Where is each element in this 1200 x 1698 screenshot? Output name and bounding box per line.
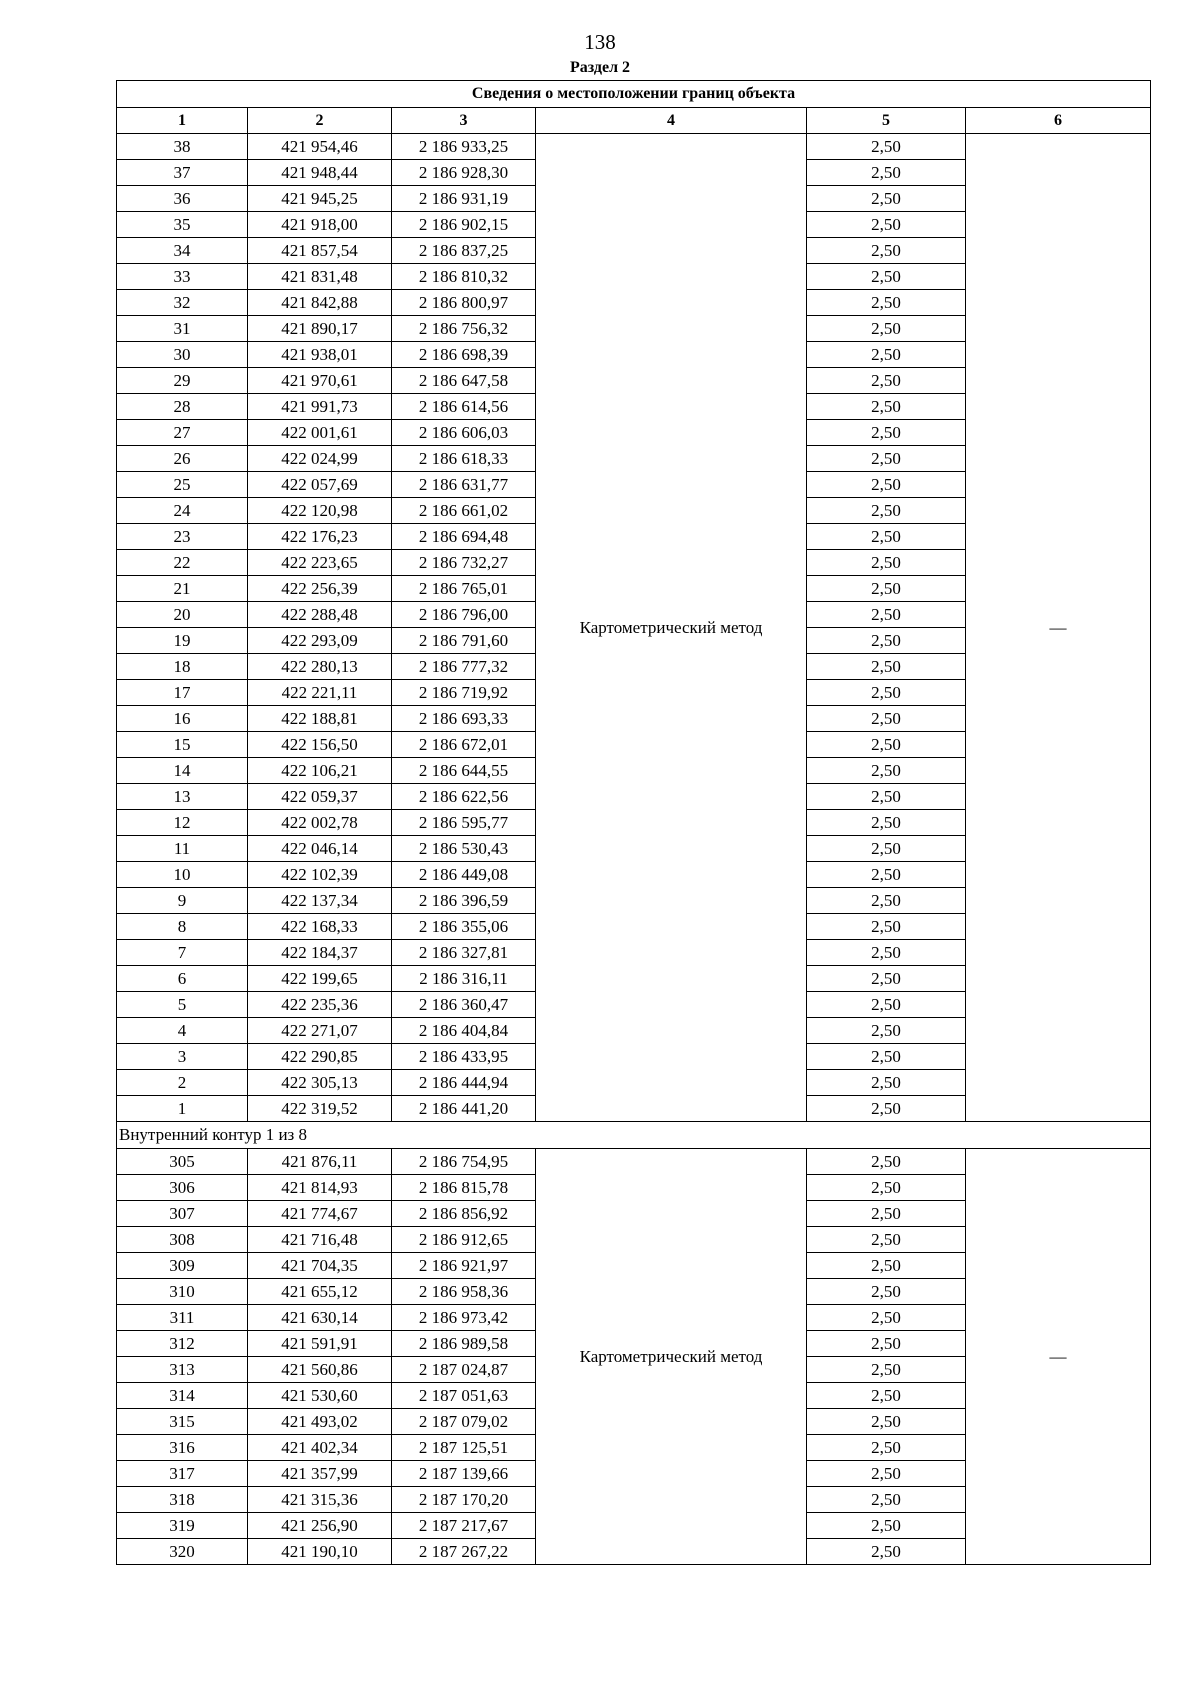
column-number-6: 6 <box>966 108 1151 134</box>
coordinate-y: 2 187 267,22 <box>392 1539 536 1565</box>
point-number: 2 <box>117 1070 248 1096</box>
coordinate-y: 2 186 791,60 <box>392 628 536 654</box>
coordinate-x: 422 106,21 <box>248 758 392 784</box>
point-number: 318 <box>117 1487 248 1513</box>
accuracy-value: 2,50 <box>807 680 966 706</box>
accuracy-value: 2,50 <box>807 1175 966 1201</box>
table-row <box>117 134 1151 160</box>
accuracy-value: 2,50 <box>807 1201 966 1227</box>
coordinate-x: 421 831,48 <box>248 264 392 290</box>
accuracy-value: 2,50 <box>807 290 966 316</box>
accuracy-value: 2,50 <box>807 472 966 498</box>
accuracy-value: 2,50 <box>807 1070 966 1096</box>
accuracy-value: 2,50 <box>807 342 966 368</box>
coordinate-x: 422 280,13 <box>248 654 392 680</box>
accuracy-value: 2,50 <box>807 1461 966 1487</box>
coordinate-x: 421 704,35 <box>248 1253 392 1279</box>
point-number: 309 <box>117 1253 248 1279</box>
inner-contour-label: Внутренний контур 1 из 8 <box>117 1122 1151 1149</box>
coordinate-y: 2 186 754,95 <box>392 1149 536 1175</box>
accuracy-value: 2,50 <box>807 758 966 784</box>
coordinate-y: 2 186 316,11 <box>392 966 536 992</box>
coordinate-x: 421 857,54 <box>248 238 392 264</box>
coordinate-x: 422 168,33 <box>248 914 392 940</box>
accuracy-value: 2,50 <box>807 550 966 576</box>
point-number: 17 <box>117 680 248 706</box>
coordinate-x: 421 256,90 <box>248 1513 392 1539</box>
coordinate-x: 421 918,00 <box>248 212 392 238</box>
accuracy-value: 2,50 <box>807 732 966 758</box>
accuracy-value: 2,50 <box>807 1513 966 1539</box>
coordinate-x: 421 814,93 <box>248 1175 392 1201</box>
accuracy-value: 2,50 <box>807 576 966 602</box>
column-6-cell: — <box>966 134 1151 1122</box>
coordinate-x: 422 199,65 <box>248 966 392 992</box>
coordinate-y: 2 186 989,58 <box>392 1331 536 1357</box>
coordinate-y: 2 186 647,58 <box>392 368 536 394</box>
coordinate-y: 2 186 958,36 <box>392 1279 536 1305</box>
coordinate-y: 2 186 355,06 <box>392 914 536 940</box>
point-number: 316 <box>117 1435 248 1461</box>
point-number: 15 <box>117 732 248 758</box>
point-number: 30 <box>117 342 248 368</box>
coordinate-y: 2 187 170,20 <box>392 1487 536 1513</box>
coordinate-x: 422 290,85 <box>248 1044 392 1070</box>
coordinate-y: 2 186 765,01 <box>392 576 536 602</box>
accuracy-value: 2,50 <box>807 1044 966 1070</box>
coordinate-x: 421 954,46 <box>248 134 392 160</box>
coordinate-y: 2 186 631,77 <box>392 472 536 498</box>
accuracy-value: 2,50 <box>807 212 966 238</box>
coordinate-y: 2 186 837,25 <box>392 238 536 264</box>
boundary-table <box>116 80 1151 1565</box>
coordinate-x: 422 102,39 <box>248 862 392 888</box>
coordinate-x: 422 293,09 <box>248 628 392 654</box>
accuracy-value: 2,50 <box>807 654 966 680</box>
point-number: 306 <box>117 1175 248 1201</box>
point-number: 3 <box>117 1044 248 1070</box>
coordinate-y: 2 186 614,56 <box>392 394 536 420</box>
accuracy-value: 2,50 <box>807 602 966 628</box>
coordinate-y: 2 187 125,51 <box>392 1435 536 1461</box>
accuracy-value: 2,50 <box>807 1383 966 1409</box>
coordinate-x: 422 002,78 <box>248 810 392 836</box>
accuracy-value: 2,50 <box>807 1279 966 1305</box>
coordinate-y: 2 186 856,92 <box>392 1201 536 1227</box>
coordinate-y: 2 186 719,92 <box>392 680 536 706</box>
point-number: 29 <box>117 368 248 394</box>
coordinate-y: 2 186 530,43 <box>392 836 536 862</box>
coordinate-y: 2 187 051,63 <box>392 1383 536 1409</box>
coordinate-y: 2 186 595,77 <box>392 810 536 836</box>
accuracy-value: 2,50 <box>807 966 966 992</box>
coordinate-y: 2 186 404,84 <box>392 1018 536 1044</box>
coordinate-y: 2 186 622,56 <box>392 784 536 810</box>
coordinate-x: 421 890,17 <box>248 316 392 342</box>
coordinate-x: 422 046,14 <box>248 836 392 862</box>
coordinate-y: 2 186 698,39 <box>392 342 536 368</box>
coordinate-x: 422 319,52 <box>248 1096 392 1122</box>
column-number-3: 3 <box>392 108 536 134</box>
accuracy-value: 2,50 <box>807 628 966 654</box>
coordinate-y: 2 186 327,81 <box>392 940 536 966</box>
coordinate-x: 421 530,60 <box>248 1383 392 1409</box>
accuracy-value: 2,50 <box>807 784 966 810</box>
point-number: 36 <box>117 186 248 212</box>
coordinate-y: 2 186 931,19 <box>392 186 536 212</box>
coordinate-x: 421 315,36 <box>248 1487 392 1513</box>
method-cell: Картометрический метод <box>536 134 807 1122</box>
coordinate-x: 421 842,88 <box>248 290 392 316</box>
accuracy-value: 2,50 <box>807 498 966 524</box>
accuracy-value: 2,50 <box>807 446 966 472</box>
point-number: 4 <box>117 1018 248 1044</box>
point-number: 317 <box>117 1461 248 1487</box>
coordinate-y: 2 186 644,55 <box>392 758 536 784</box>
point-number: 320 <box>117 1539 248 1565</box>
coordinate-y: 2 186 815,78 <box>392 1175 536 1201</box>
coordinate-x: 421 402,34 <box>248 1435 392 1461</box>
coordinate-y: 2 186 796,00 <box>392 602 536 628</box>
point-number: 26 <box>117 446 248 472</box>
point-number: 32 <box>117 290 248 316</box>
point-number: 35 <box>117 212 248 238</box>
method-cell: Картометрический метод <box>536 1149 807 1565</box>
accuracy-value: 2,50 <box>807 316 966 342</box>
coordinate-x: 421 190,10 <box>248 1539 392 1565</box>
point-number: 27 <box>117 420 248 446</box>
accuracy-value: 2,50 <box>807 1487 966 1513</box>
point-number: 10 <box>117 862 248 888</box>
coordinate-y: 2 186 777,32 <box>392 654 536 680</box>
coordinate-y: 2 186 928,30 <box>392 160 536 186</box>
accuracy-value: 2,50 <box>807 888 966 914</box>
coordinate-x: 422 235,36 <box>248 992 392 1018</box>
coordinate-x: 421 560,86 <box>248 1357 392 1383</box>
coordinate-x: 421 938,01 <box>248 342 392 368</box>
coordinate-y: 2 186 756,32 <box>392 316 536 342</box>
accuracy-value: 2,50 <box>807 1357 966 1383</box>
point-number: 319 <box>117 1513 248 1539</box>
point-number: 311 <box>117 1305 248 1331</box>
contour-label-row <box>117 1122 1151 1149</box>
coordinate-y: 2 186 661,02 <box>392 498 536 524</box>
point-number: 23 <box>117 524 248 550</box>
coordinate-y: 2 186 933,25 <box>392 134 536 160</box>
coordinate-x: 422 305,13 <box>248 1070 392 1096</box>
coordinate-x: 422 057,69 <box>248 472 392 498</box>
column-number-4: 4 <box>536 108 807 134</box>
coordinate-y: 2 186 973,42 <box>392 1305 536 1331</box>
coordinate-y: 2 186 800,97 <box>392 290 536 316</box>
accuracy-value: 2,50 <box>807 940 966 966</box>
point-number: 12 <box>117 810 248 836</box>
accuracy-value: 2,50 <box>807 1305 966 1331</box>
coordinate-y: 2 186 810,32 <box>392 264 536 290</box>
accuracy-value: 2,50 <box>807 1227 966 1253</box>
accuracy-value: 2,50 <box>807 238 966 264</box>
coordinate-x: 421 591,91 <box>248 1331 392 1357</box>
coordinate-x: 421 876,11 <box>248 1149 392 1175</box>
point-number: 19 <box>117 628 248 654</box>
coordinate-x: 422 271,07 <box>248 1018 392 1044</box>
coordinate-y: 2 186 433,95 <box>392 1044 536 1070</box>
coordinate-y: 2 186 732,27 <box>392 550 536 576</box>
coordinate-x: 422 120,98 <box>248 498 392 524</box>
accuracy-value: 2,50 <box>807 836 966 862</box>
point-number: 38 <box>117 134 248 160</box>
coordinate-y: 2 186 449,08 <box>392 862 536 888</box>
accuracy-value: 2,50 <box>807 186 966 212</box>
point-number: 305 <box>117 1149 248 1175</box>
accuracy-value: 2,50 <box>807 1149 966 1175</box>
coordinate-y: 2 187 079,02 <box>392 1409 536 1435</box>
coordinate-x: 421 493,02 <box>248 1409 392 1435</box>
point-number: 14 <box>117 758 248 784</box>
point-number: 6 <box>117 966 248 992</box>
coordinate-x: 422 256,39 <box>248 576 392 602</box>
coordinate-y: 2 187 024,87 <box>392 1357 536 1383</box>
column-number-2: 2 <box>248 108 392 134</box>
accuracy-value: 2,50 <box>807 1435 966 1461</box>
coordinate-x: 422 059,37 <box>248 784 392 810</box>
point-number: 20 <box>117 602 248 628</box>
point-number: 5 <box>117 992 248 1018</box>
coordinate-y: 2 186 694,48 <box>392 524 536 550</box>
table-row <box>117 1149 1151 1175</box>
coordinate-x: 422 223,65 <box>248 550 392 576</box>
coordinate-x: 421 357,99 <box>248 1461 392 1487</box>
table-title: Сведения о местоположении границ объекта <box>117 81 1151 108</box>
column-number-5: 5 <box>807 108 966 134</box>
point-number: 1 <box>117 1096 248 1122</box>
point-number: 24 <box>117 498 248 524</box>
accuracy-value: 2,50 <box>807 134 966 160</box>
point-number: 31 <box>117 316 248 342</box>
coordinate-x: 422 176,23 <box>248 524 392 550</box>
point-number: 13 <box>117 784 248 810</box>
coordinate-x: 422 156,50 <box>248 732 392 758</box>
point-number: 34 <box>117 238 248 264</box>
point-number: 307 <box>117 1201 248 1227</box>
coordinate-y: 2 186 693,33 <box>392 706 536 732</box>
point-number: 315 <box>117 1409 248 1435</box>
coordinate-x: 422 288,48 <box>248 602 392 628</box>
point-number: 18 <box>117 654 248 680</box>
accuracy-value: 2,50 <box>807 420 966 446</box>
point-number: 7 <box>117 940 248 966</box>
coordinate-x: 422 184,37 <box>248 940 392 966</box>
accuracy-value: 2,50 <box>807 1253 966 1279</box>
coordinate-x: 421 716,48 <box>248 1227 392 1253</box>
coordinate-y: 2 186 902,15 <box>392 212 536 238</box>
coordinate-x: 421 948,44 <box>248 160 392 186</box>
accuracy-value: 2,50 <box>807 992 966 1018</box>
coordinate-y: 2 187 217,67 <box>392 1513 536 1539</box>
point-number: 310 <box>117 1279 248 1305</box>
point-number: 11 <box>117 836 248 862</box>
accuracy-value: 2,50 <box>807 1331 966 1357</box>
accuracy-value: 2,50 <box>807 862 966 888</box>
accuracy-value: 2,50 <box>807 264 966 290</box>
point-number: 9 <box>117 888 248 914</box>
section-title: Раздел 2 <box>569 59 631 76</box>
coordinate-y: 2 186 396,59 <box>392 888 536 914</box>
accuracy-value: 2,50 <box>807 1018 966 1044</box>
point-number: 25 <box>117 472 248 498</box>
accuracy-value: 2,50 <box>807 160 966 186</box>
accuracy-value: 2,50 <box>807 1409 966 1435</box>
accuracy-value: 2,50 <box>807 368 966 394</box>
accuracy-value: 2,50 <box>807 914 966 940</box>
point-number: 16 <box>117 706 248 732</box>
coordinate-x: 421 774,67 <box>248 1201 392 1227</box>
coordinate-x: 421 945,25 <box>248 186 392 212</box>
accuracy-value: 2,50 <box>807 1539 966 1565</box>
coordinate-y: 2 186 921,97 <box>392 1253 536 1279</box>
point-number: 33 <box>117 264 248 290</box>
column-6-cell: — <box>966 1149 1151 1565</box>
coordinate-y: 2 186 618,33 <box>392 446 536 472</box>
point-number: 313 <box>117 1357 248 1383</box>
accuracy-value: 2,50 <box>807 524 966 550</box>
point-number: 28 <box>117 394 248 420</box>
coordinate-y: 2 186 441,20 <box>392 1096 536 1122</box>
point-number: 22 <box>117 550 248 576</box>
point-number: 37 <box>117 160 248 186</box>
coordinate-x: 421 970,61 <box>248 368 392 394</box>
column-number-1: 1 <box>117 108 248 134</box>
coordinate-x: 421 655,12 <box>248 1279 392 1305</box>
coordinate-x: 422 221,11 <box>248 680 392 706</box>
accuracy-value: 2,50 <box>807 1096 966 1122</box>
accuracy-value: 2,50 <box>807 706 966 732</box>
coordinate-y: 2 186 444,94 <box>392 1070 536 1096</box>
point-number: 312 <box>117 1331 248 1357</box>
accuracy-value: 2,50 <box>807 394 966 420</box>
point-number: 308 <box>117 1227 248 1253</box>
point-number: 21 <box>117 576 248 602</box>
point-number: 8 <box>117 914 248 940</box>
coordinate-y: 2 186 360,47 <box>392 992 536 1018</box>
coordinate-x: 422 001,61 <box>248 420 392 446</box>
point-number: 314 <box>117 1383 248 1409</box>
coordinate-x: 421 991,73 <box>248 394 392 420</box>
coordinate-y: 2 186 672,01 <box>392 732 536 758</box>
coordinate-y: 2 187 139,66 <box>392 1461 536 1487</box>
coordinate-y: 2 186 912,65 <box>392 1227 536 1253</box>
page-number: 138 <box>584 30 616 54</box>
coordinate-x: 422 137,34 <box>248 888 392 914</box>
coordinate-x: 421 630,14 <box>248 1305 392 1331</box>
accuracy-value: 2,50 <box>807 810 966 836</box>
coordinate-x: 422 024,99 <box>248 446 392 472</box>
coordinate-x: 422 188,81 <box>248 706 392 732</box>
coordinate-y: 2 186 606,03 <box>392 420 536 446</box>
